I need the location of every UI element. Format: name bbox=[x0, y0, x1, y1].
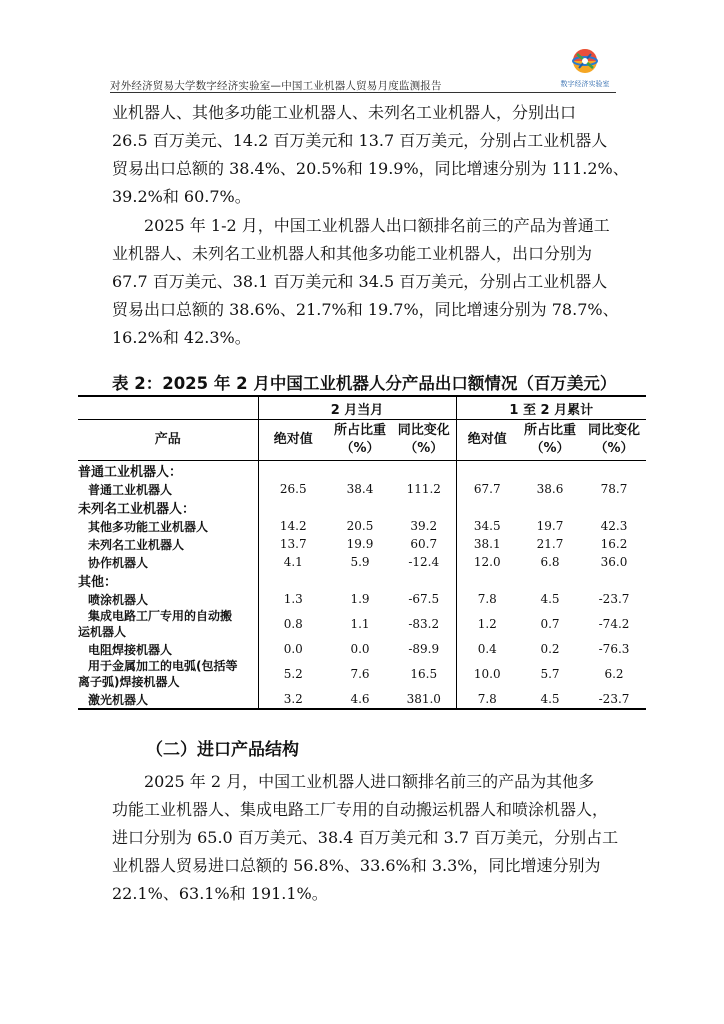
col-header-share bbox=[518, 420, 582, 461]
col-header-yoy bbox=[582, 420, 646, 461]
table-cell bbox=[392, 571, 456, 590]
table-corner bbox=[78, 396, 258, 420]
paragraph-export-jan-feb bbox=[112, 212, 618, 352]
table-cell: -83.2 bbox=[392, 608, 456, 640]
row-label-line: 离子弧)焊接机器人 bbox=[78, 675, 180, 689]
table-cell: 4.6 bbox=[328, 690, 392, 709]
text-line: 业机器人贸易进口总额的 56.8%、33.6%和 3.3%，同比增速分别为 bbox=[112, 856, 601, 875]
table-category-row bbox=[78, 461, 646, 481]
table-cell bbox=[456, 461, 518, 481]
table-cell: 14.2 bbox=[279, 519, 307, 533]
table-cell bbox=[518, 461, 582, 481]
table-cell bbox=[518, 571, 582, 590]
table-cell: 1.1 bbox=[350, 617, 370, 631]
row-label-line: 集成电路工厂专用的自动搬 bbox=[88, 609, 233, 623]
table-cell bbox=[258, 498, 328, 517]
text-line: 22.1%、63.1%和 191.1%。 bbox=[112, 884, 328, 903]
logo-text: 数字经济实验室 bbox=[560, 80, 610, 88]
table-category-row bbox=[78, 571, 646, 590]
text-line: 2025 年 2 月，中国工业机器人进口额排名前三的产品为其他多 bbox=[144, 772, 595, 791]
table-cell bbox=[582, 571, 646, 590]
table-cell: 0.0 bbox=[350, 642, 370, 656]
table-cell: 0.8 bbox=[283, 617, 303, 631]
row-label: 其他： bbox=[78, 571, 258, 590]
table-cell: 6.8 bbox=[540, 555, 560, 569]
table-cell: 42.3 bbox=[600, 519, 628, 533]
section-heading: （二）进口产品结构 bbox=[146, 740, 299, 760]
table-row bbox=[78, 480, 646, 498]
table-row bbox=[78, 690, 646, 709]
table-category-row bbox=[78, 498, 646, 517]
lab-logo bbox=[555, 46, 615, 90]
paragraph-import-feb bbox=[112, 768, 618, 908]
table-cell: 5.2 bbox=[283, 667, 303, 681]
row-label: 激光机器人 bbox=[78, 690, 258, 709]
text-line: 功能工业机器人、集成电路工厂专用的自动搬运机器人和喷涂机器人， bbox=[112, 800, 609, 819]
text-line: 67.7 百万美元、38.1 百万美元和 34.5 百万美元，分别占工业机器人 bbox=[112, 272, 608, 291]
text-line: 贸易出口总额的 38.4%、20.5%和 19.9%，同比增速分别为 111.2%、 bbox=[112, 159, 629, 178]
row-label: 普通工业机器人： bbox=[78, 461, 258, 481]
table-cell: 19.7 bbox=[536, 519, 564, 533]
table-cell: 3.2 bbox=[258, 690, 328, 709]
table-row bbox=[78, 640, 646, 658]
row-label: 协作机器人 bbox=[78, 553, 258, 571]
table-cell: 38.6 bbox=[536, 482, 564, 496]
table-cell: 39.2 bbox=[392, 517, 456, 535]
row-label: 未列名工业机器人： bbox=[78, 498, 258, 517]
col-header-yoy-unit: （%） bbox=[594, 441, 634, 456]
row-label: 电阻焊接机器人 bbox=[78, 640, 258, 658]
table-row bbox=[78, 658, 646, 690]
row-label: 普通工业机器人 bbox=[78, 480, 258, 498]
col-header-yoy bbox=[392, 420, 456, 461]
table-cell: -74.2 bbox=[598, 617, 630, 631]
table-cell: 38.1 bbox=[473, 537, 501, 551]
col-header-share bbox=[328, 420, 392, 461]
table-cell: 0.2 bbox=[540, 642, 560, 656]
table-cell: 1.9 bbox=[350, 592, 370, 606]
col-header-share-unit: （%） bbox=[340, 441, 380, 456]
text-line: 39.2%和 60.7%。 bbox=[112, 187, 251, 206]
col-header-abs: 绝对值 bbox=[456, 420, 518, 461]
table-cell: 13.7 bbox=[279, 537, 307, 551]
table-cell: 16.2 bbox=[600, 537, 628, 551]
text-line: 贸易出口总额的 38.6%、21.7%和 19.7%，同比增速分别为 78.7%、 bbox=[112, 300, 619, 319]
table-cell: 7.8 bbox=[456, 690, 518, 709]
table-cell bbox=[258, 571, 328, 590]
table-title: 表 2：2025 年 2 月中国工业机器人分产品出口额情况（百万美元） bbox=[112, 374, 617, 393]
text-line: 26.5 百万美元、14.2 百万美元和 13.7 百万美元，分别占工业机器人 bbox=[112, 131, 608, 150]
table-cell bbox=[258, 461, 328, 481]
table-cell bbox=[392, 461, 456, 481]
export-table bbox=[78, 395, 646, 710]
table-cell: 4.1 bbox=[283, 555, 303, 569]
table-cell: 67.7 bbox=[473, 482, 501, 496]
table-cell: 0.4 bbox=[477, 642, 497, 656]
text-line: 2025 年 1-2 月，中国工业机器人出口额排名前三的产品为普通工 bbox=[144, 216, 610, 235]
table-cell: 381.0 bbox=[392, 690, 456, 709]
table-cell: 21.7 bbox=[536, 537, 564, 551]
table-row bbox=[78, 553, 646, 571]
table-cell: -89.9 bbox=[392, 640, 456, 658]
table-cell: 5.9 bbox=[350, 555, 370, 569]
text-line: 业机器人、其他多功能工业机器人、未列名工业机器人，分别出口 bbox=[112, 103, 577, 122]
row-label bbox=[78, 608, 258, 640]
row-label: 其他多功能工业机器人 bbox=[78, 517, 258, 535]
text-line: 16.2%和 42.3%。 bbox=[112, 328, 251, 347]
table-row bbox=[78, 535, 646, 553]
row-label: 未列名工业机器人 bbox=[78, 535, 258, 553]
table-cell bbox=[328, 461, 392, 481]
table-row bbox=[78, 590, 646, 608]
col-header-yoy-line: 同比变化 bbox=[397, 423, 450, 438]
table-cell: -67.5 bbox=[392, 590, 456, 608]
col-header-yoy-line: 同比变化 bbox=[588, 423, 641, 438]
table-cell bbox=[328, 571, 392, 590]
table-cell: 0.0 bbox=[283, 642, 303, 656]
table-cell bbox=[518, 498, 582, 517]
col-header-yoy-unit: （%） bbox=[404, 441, 444, 456]
table-cell: 16.5 bbox=[392, 658, 456, 690]
col-header-abs: 绝对值 bbox=[258, 420, 328, 461]
report-header: 对外经济贸易大学数字经济实验室—中国工业机器人贸易月度监测报告 bbox=[110, 80, 442, 92]
group-header-jan-feb: 1 至 2 月累计 bbox=[456, 396, 646, 420]
table-cell bbox=[582, 498, 646, 517]
table-cell: -23.7 bbox=[582, 690, 646, 709]
table-row bbox=[78, 517, 646, 535]
table-cell: 19.9 bbox=[346, 537, 374, 551]
row-label bbox=[78, 658, 258, 690]
table-cell bbox=[582, 461, 646, 481]
table-cell bbox=[456, 571, 518, 590]
table-cell: -12.4 bbox=[392, 553, 456, 571]
table-cell: 6.2 bbox=[604, 667, 624, 681]
table-cell bbox=[456, 498, 518, 517]
row-label: 喷涂机器人 bbox=[78, 590, 258, 608]
paragraph-export-feb bbox=[112, 99, 629, 211]
table-cell: -76.3 bbox=[598, 642, 630, 656]
table-cell: 10.0 bbox=[473, 667, 501, 681]
table-cell: 12.0 bbox=[473, 555, 501, 569]
globe-logo-icon bbox=[555, 46, 615, 80]
table-cell: 38.4 bbox=[346, 482, 374, 496]
table-cell: 4.5 bbox=[540, 592, 560, 606]
table-cell: 36.0 bbox=[600, 555, 628, 569]
text-line: 进口分别为 65.0 百万美元、38.4 百万美元和 3.7 百万美元，分别占工 bbox=[112, 828, 619, 847]
table-row bbox=[78, 608, 646, 640]
table-cell: 0.7 bbox=[540, 617, 560, 631]
table-cell: 7.6 bbox=[350, 667, 370, 681]
row-label-line: 用于金属加工的电弧(包括等 bbox=[88, 659, 238, 673]
table-body bbox=[78, 461, 646, 710]
table-cell: 7.8 bbox=[477, 592, 497, 606]
row-label-line: 运机器人 bbox=[78, 625, 127, 639]
table-cell: 26.5 bbox=[279, 482, 307, 496]
col-header-share-line: 所占比重 bbox=[523, 423, 576, 438]
table-cell: 1.3 bbox=[283, 592, 303, 606]
col-header-share-unit: （%） bbox=[530, 441, 570, 456]
table-cell: 5.7 bbox=[540, 667, 560, 681]
header-rule bbox=[110, 92, 616, 93]
table-cell: 111.2 bbox=[392, 480, 456, 498]
table-cell: 60.7 bbox=[392, 535, 456, 553]
text-line: 业机器人、未列名工业机器人和其他多功能工业机器人，出口分别为 bbox=[112, 244, 593, 263]
table-cell: 34.5 bbox=[473, 519, 501, 533]
table-cell bbox=[392, 498, 456, 517]
table-cell: -23.7 bbox=[598, 592, 630, 606]
group-header-feb: 2 月当月 bbox=[258, 396, 456, 420]
table-cell: 1.2 bbox=[477, 617, 497, 631]
table-cell: 78.7 bbox=[600, 482, 628, 496]
table-cell: 4.5 bbox=[518, 690, 582, 709]
col-header-share-line: 所占比重 bbox=[333, 423, 386, 438]
table-cell bbox=[328, 498, 392, 517]
col-header-product: 产品 bbox=[78, 420, 258, 461]
table-cell: 20.5 bbox=[346, 519, 374, 533]
